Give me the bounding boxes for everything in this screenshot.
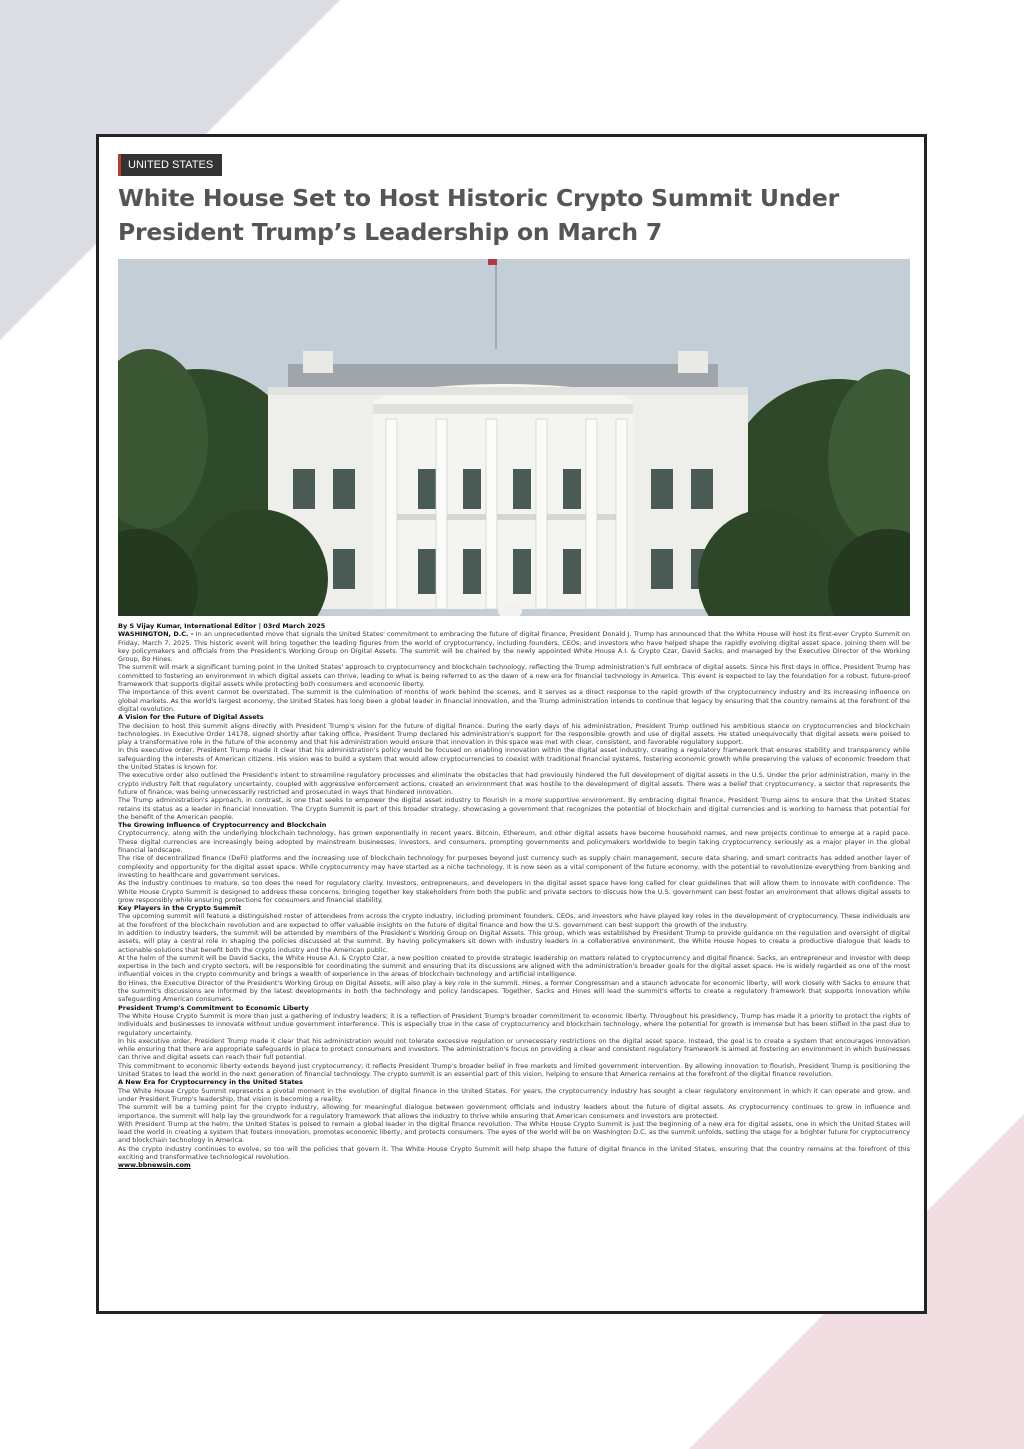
paragraph: The executive order also outlined the President's intent to streamline regulatory processes and eliminate the obstacles that had previously hindered the full development of digital assets in the U.S. Under the prior administration, many in the crypto industry felt that regulatory uncertainty, coupled with aggressive enforcement actions, created an environment that was hostile to the development of digital assets. There was a belief that cryptocurrency, a sector that represents the future of finance, was being unnecessarily restricted and prosecuted in ways that hindered innovation. [118,771,910,796]
paragraph: The Trump administration's approach, in contrast, is one that seeks to empower the digital asset industry to flourish in a more supportive environment. By embracing digital finance, President Trump aims to ensure that the United States retains its status as a leader in financial innovation. The Crypto Summit is part of this broader strategy, showcasing a government that recognizes the potential of blockchain and digital currencies and is working to harness that potential for the benefit of the American people. [118,796,910,821]
paragraph: The importance of this event cannot be overstated. The summit is the culmination of months of work behind the scenes, and it serves as a direct response to the rapid growth of the cryptocurrency industry and its increasing influence on global markets. As the world's largest economy, the United States has long been a global leader in financial innovation, and the Trump administration intends to continue that legacy by ensuring that the country remains at the forefront of the digital revolution. [118,688,910,713]
paragraph: As the industry continues to mature, so too does the need for regulatory clarity. Investors, entrepreneurs, and developers in the digital asset space have long called for clear guidelines that will allow them to innovate with confidence. The White House Crypto Summit is designed to address these concerns, bringing together key stakeholders from both the public and private sectors to discuss how the U.S. government can best foster an environment that allows digital assets to grow responsibly while ensuring protections for consumers and financial stability. [118,879,910,904]
section-heading: Key Players in the Crypto Summit [118,904,242,913]
paragraph: The summit will mark a significant turning point in the United States' approach to cryptocurrency and blockchain technology, reflecting the Trump administration's full embrace of digital assets. Since his first days in office, President Trump has committed to fostering an environment in which digital assets can thrive, leading to what is being referred to as the dawn of a new era for financial technology in America. This event is expected to lay the foundation for a robust, future-proof framework that supports digital assets while protecting both consumers and economic liberty. [118,663,910,689]
paragraph: As the crypto industry continues to evolve, so too will the policies that govern it. The White House Crypto Summit will help shape the future of digital finance in the United States, ensuring that the country remains at the forefront of this exciting and transformative technological revolution. [118,1144,910,1161]
intro-text: In an unprecedented move that signals the United States' commitment to embracing the future of digital finance, President Donald J. Trump has announced that the White House will host its first-ever Crypto Summit on Friday, March 7, 2025. This historic event will bring together the leading figures from the world of cryptocurrency, including founders, CEOs, and investors who have helped shape the rapidly evolving digital asset space. Joining them will be key policymakers and officials from the President's Working Group on Digital Assets. The summit will be chaired by the newly appointed White House A.I. & Crypto Czar, David Sacks, and managed by the Executive Director of the Working Group, Bo Hines. [118,630,911,664]
intro-paragraph [118,630,910,663]
paragraph: The rise of decentralized finance (DeFi) platforms and the increasing use of blockchain technology for purposes beyond just currency such as supply chain management, secure data sharing, and smart contracts has added another layer of complexity and opportunity for the digital asset space. While cryptocurrency may have started as a niche technology, it is now seen as a vital component of the future economy, with the potential to revolutionize everything from banking and investing to healthcare and government services. [118,854,910,879]
section-heading: A Vision for the Future of Digital Assets [118,713,264,722]
white-house-illustration [118,259,910,616]
section-heading: President Trump's Commitment to Economic Liberty [118,1003,309,1012]
paragraph: The upcoming summit will feature a distinguished roster of attendees from across the crypto industry, including prominent founders, CEOs, and investors who have played key roles in the development of cryptocurrency. These individuals are at the forefront of the blockchain revolution and are expected to offer valuable insights on the future of digital finance and how the U.S. government can best support the growth of the industry. [118,912,910,929]
article-content [118,154,910,1170]
paragraph: This commitment to economic liberty extends beyond just cryptocurrency; it reflects President Trump's broader belief in free markets and limited government intervention. By allowing innovation to flourish, President Trump is positioning the United States to lead the world in the next generation of financial technology. The crypto summit is an essential part of this vision, helping to ensure that America remains at the forefront of the digital finance revolution. [118,1061,910,1079]
paragraph: The White House Crypto Summit is more than just a gathering of industry leaders; it is a reflection of President Trump's broader commitment to economic liberty. Throughout his presidency, Trump has made it a priority to protect the rights of individuals and businesses to innovate without undue government interference. This is especially true in the case of cryptocurrency and blockchain technology, where the potential for growth is immense but has been stifled in the past due to regulatory uncertainty. [118,1011,910,1037]
dateline: WASHINGTON, D.C. - [118,630,194,639]
paragraph: Cryptocurrency, along with the underlying blockchain technology, has grown exponentially in recent years. Bitcoin, Ethereum, and other digital assets have become household names, and new projects continue to emerge at a rapid pace. These digital currencies are increasingly being adopted by mainstream businesses, investors, and consumers, prompting governments and policymakers worldwide to begin taking cryptocurrency seriously as a major player in the global financial landscape. [118,829,910,855]
section-heading: The Growing Influence of Cryptocurrency and Blockchain [118,821,327,830]
category-tag[interactable]: UNITED STATES [118,154,222,176]
hero-image [118,259,910,616]
section-heading: A New Era for Cryptocurrency in the United States [118,1078,303,1087]
article-body [118,622,910,1170]
byline: By S Vijay Kumar, International Editor | 03rd March 2025 [118,622,326,630]
paragraph: The decision to host this summit aligns directly with President Trump's vision for the future of digital finance. During the early days of his administration, President Trump outlined his ambitious stance on cryptocurrencies and blockchain technologies. In Executive Order 14178, signed shortly after taking office, President Trump declared his administration's support for the responsible growth and use of digital assets. He stated unequivocally that digital assets were poised to play a transformative role in the future of the economy and that his administration would ensure that innovation in this space was met with clear, consistent, and favorable regulatory support. [118,721,910,747]
website-link[interactable]: www.bbnewsin.com [118,1161,191,1170]
headline: White House Set to Host Historic Crypto Summit Under President Trump’s Leadership on March 7 [118,184,840,246]
paragraph: The White House Crypto Summit represents a pivotal moment in the evolution of digital finance in the United States. For years, the cryptocurrency industry has sought a clear regulatory environment in which it can operate and grow, and under President Trump's leadership, that vision is becoming a reality. [118,1086,910,1103]
article-frame [96,134,927,1314]
paragraph: The summit will be a turning point for the crypto industry, allowing for meaningful dialogue between government officials and industry leaders about the future of digital assets. As cryptocurrency continues to grow in influence and importance, the summit will help lay the groundwork for a regulatory framework that allows the industry to thrive while ensuring that American consumers and investors are protected. [118,1103,910,1120]
paragraph: In his executive order, President Trump made it clear that his administration would not tolerate excessive regulation or unnecessary restrictions on the digital asset space. Instead, the goal is to create a system that encourages innovation while ensuring that there are appropriate safeguards in place to protect consumers and investors. The administration's focus on providing a clear and consistent regulatory framework is aimed at fostering an environment in which businesses can thrive and digital assets can reach their full potential. [118,1036,910,1062]
paragraph: In addition to industry leaders, the summit will be attended by members of the President's Working Group on Digital Assets. This group, which was established by President Trump to provide guidance on the regulation and oversight of digital assets, will play a central role in shaping the policies discussed at the summit. By having policymakers sit down with industry leaders in a collaborative environment, the White House hopes to create a productive dialogue that leads to actionable solutions that benefit both the crypto industry and the American public. [118,928,910,954]
paragraph: In this executive order, President Trump made it clear that his administration's policy would be focused on enabling innovation within the digital asset industry, creating a regulatory framework that ensures stability and transparency while safeguarding the interests of American citizens. His vision was to build a system that would allow cryptocurrencies to coexist with traditional financial systems, fostering economic growth while preserving the values of economic freedom that the United States is known for. [118,746,910,772]
paragraph: At the helm of the summit will be David Sacks, the White House A.I. & Crypto Czar, a new position created to provide strategic leadership on matters related to cryptocurrency and digital finance. Sacks, an entrepreneur and investor with deep expertise in the tech and crypto sectors, will be responsible for coordinating the summit and ensuring that its discussions are aligned with the administration's broader goals for the digital asset space. He is widely regarded as one of the most influential voices in the crypto community and brings a wealth of experience in the areas of blockchain technology and artificial intelligence. [118,953,910,979]
paragraph: With President Trump at the helm, the United States is poised to remain a global leader in the digital finance revolution. The White House Crypto Summit is just the beginning of a new era for digital assets, one in which the United States will lead the world in creating a system that fosters innovation, promotes economic liberty, and protects consumers. The eyes of the world will be on Washington D.C. as the summit unfolds, setting the stage for a brighter future for cryptocurrency and blockchain technology in America. [118,1119,910,1145]
paragraph: Bo Hines, the Executive Director of the President's Working Group on Digital Assets, will also play a key role in the summit. Hines, a former Congressman and a staunch advocate for economic liberty, will work closely with Sacks to ensure that the summit's discussions are informed by the latest developments in both the technology and policy landscapes. Together, Sacks and Hines will lead the summit's efforts to create a regulatory framework that supports innovation while safeguarding American consumers. [118,978,910,1004]
